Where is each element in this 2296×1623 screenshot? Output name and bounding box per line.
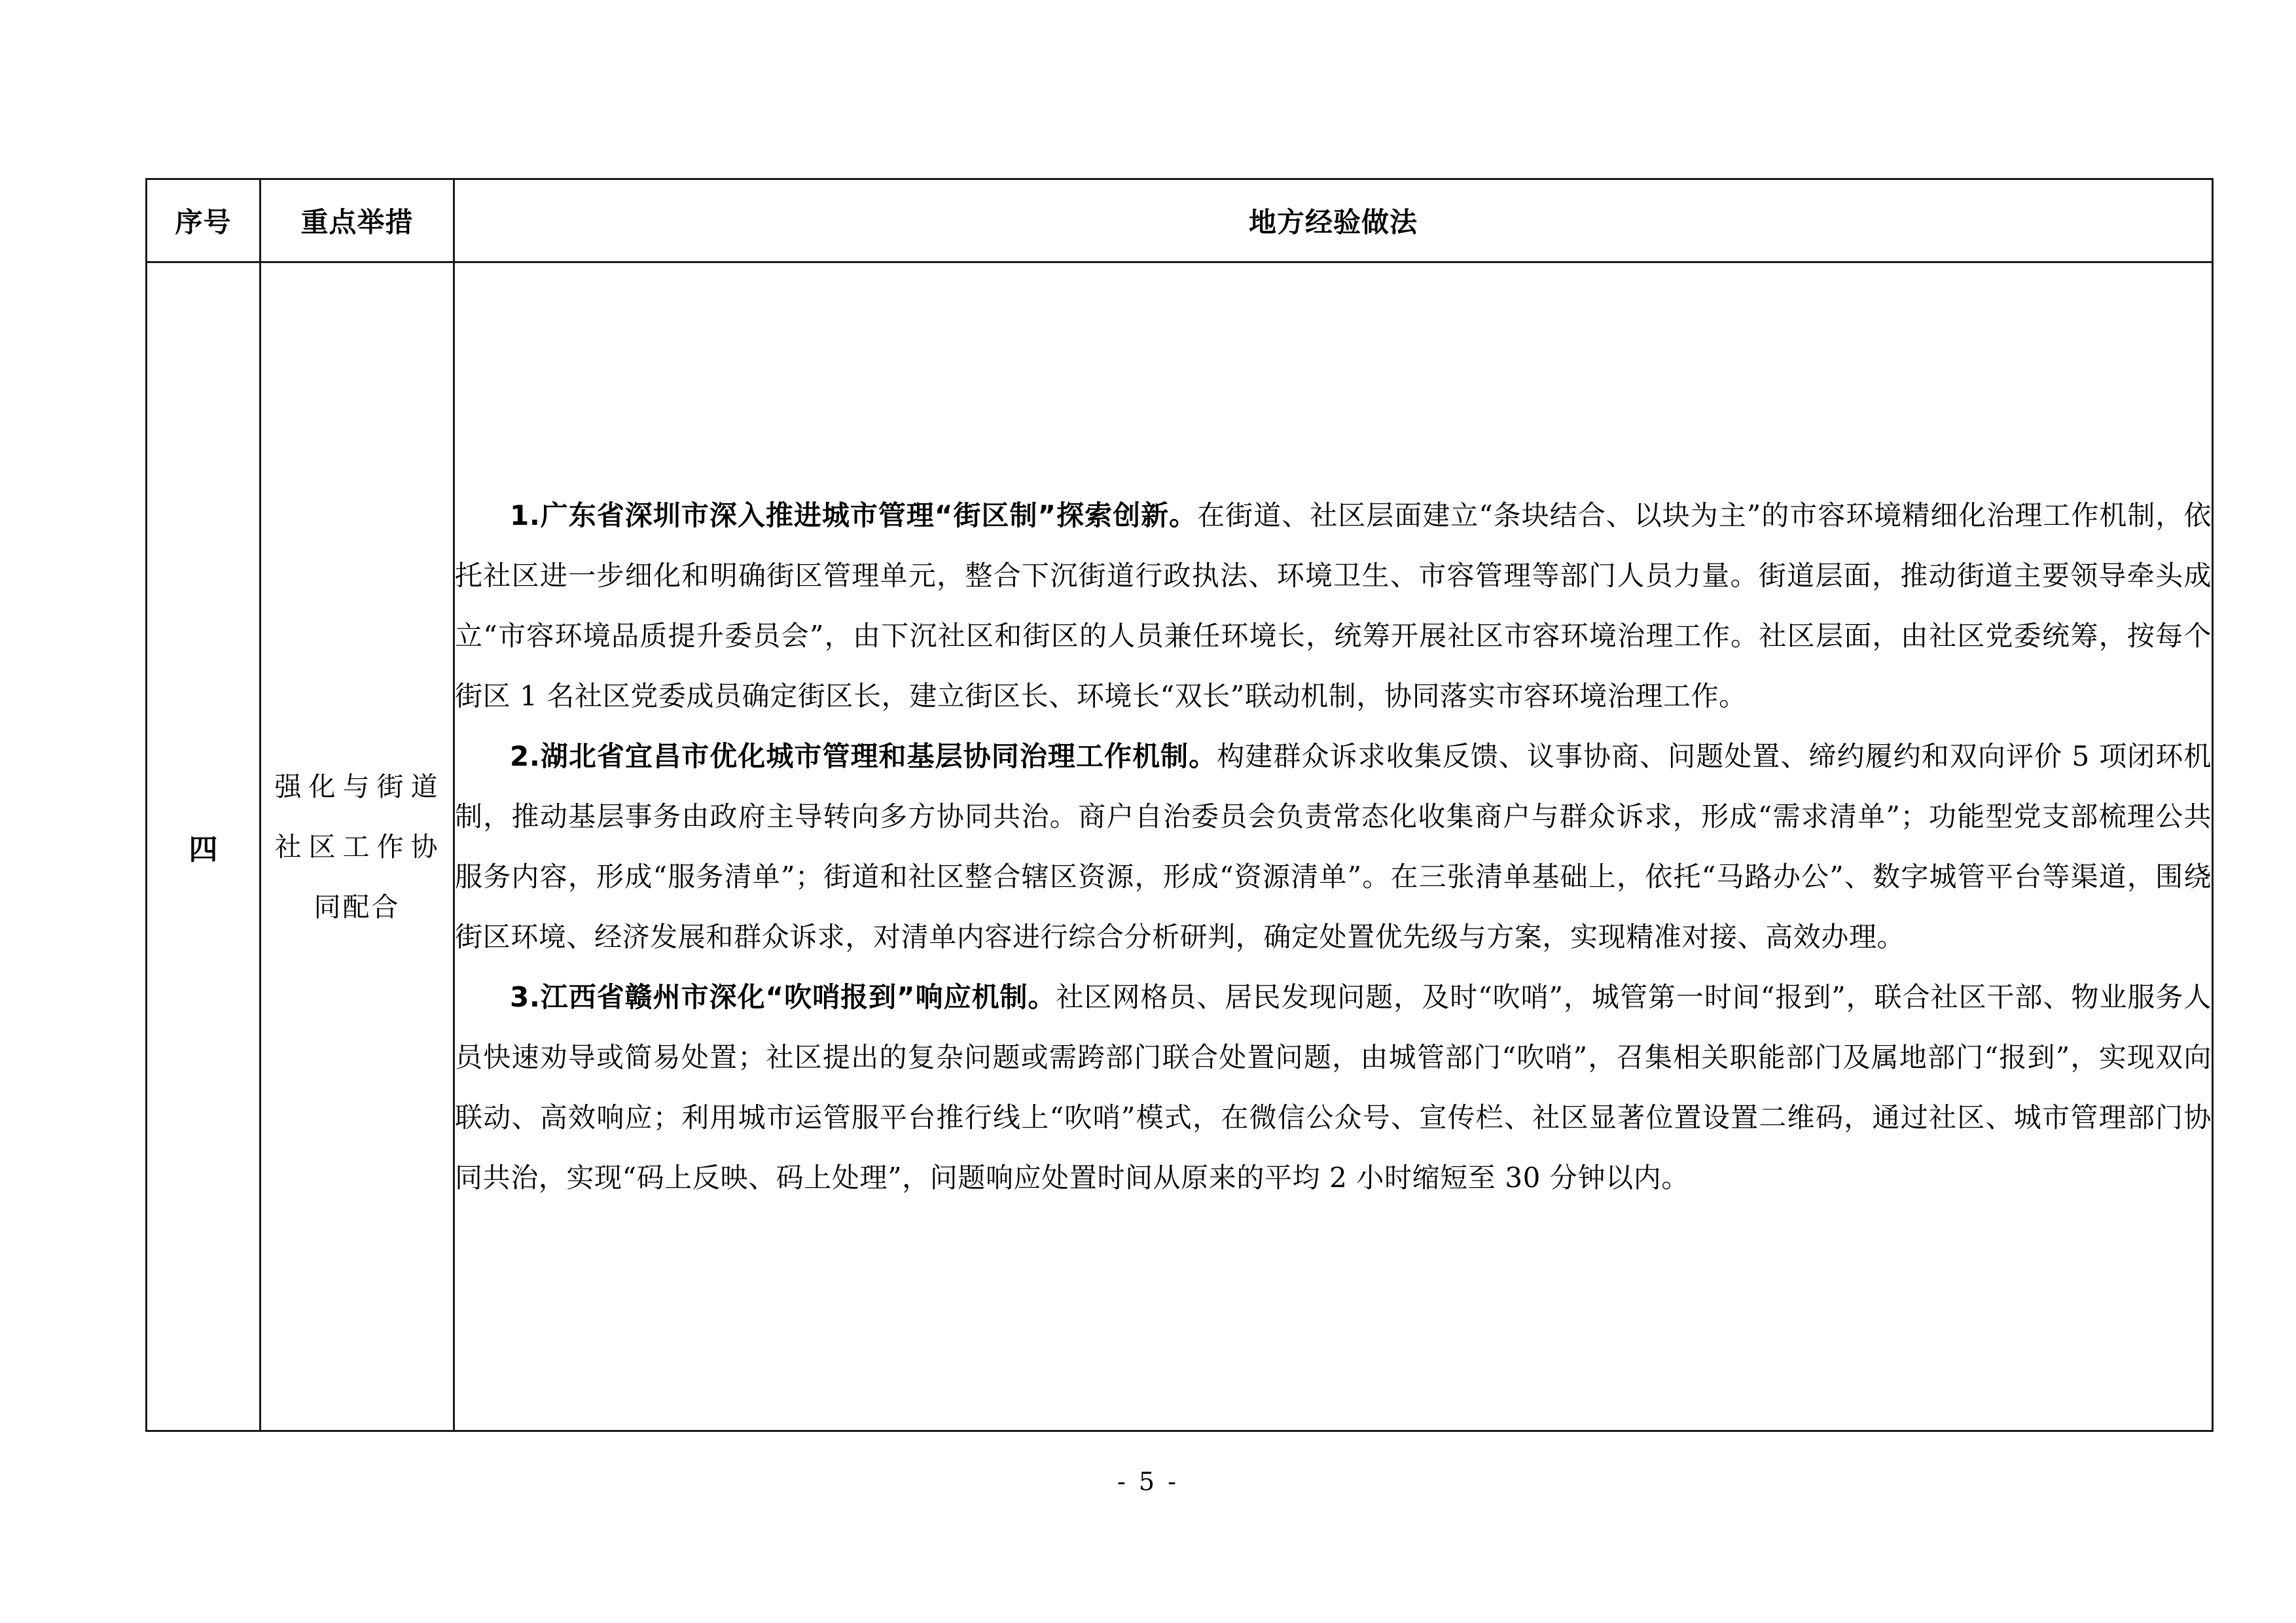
experience-lead-3: 3.江西省赣州市深化“吹哨报到”响应机制。 [510, 980, 1056, 1013]
table-header-row [147, 179, 2213, 262]
row-experience-cell [454, 262, 2213, 1431]
experience-lead-1: 1.广东省深圳市深入推进城市管理“街区制”探索创新。 [510, 499, 1198, 531]
row-measure-cell [260, 262, 454, 1431]
experience-paragraph-1 [455, 486, 2212, 726]
experience-body-2: 构建群众诉求收集反馈、议事协商、问题处置、缔约履约和双向评价 5 项闭环机制，推动基层事务由政府主导转向多方协同共治。商户自治委员会负责常态化收集商户与群众诉求，形成“需求清单”；功能型党支部梳理公共服务内容，形成“服务清单”；街道和社区整合辖区资源，形成“资源清单”。在三张清单基础上，依托“马路办公”、数字城管平台等渠道，围绕街区环境、经济发展和群众诉求，对清单内容进行综合分析研判，确定处置优先级与方案，实现精准对接、高效办理。 [455, 740, 2212, 953]
header-seq: 序号 [147, 179, 260, 262]
experience-paragraph-2 [455, 726, 2212, 967]
experience-body-3: 社区网格员、居民发现问题，及时“吹哨”，城管第一时间“报到”，联合社区干部、物业服务人员快速劝导或简易处置；社区提出的复杂问题或需跨部门联合处置问题，由城管部门“吹哨”，召集相关职能部门及属地部门“报到”，实现双向联动、高效响应；利用城市运管服平台推行线上“吹哨”模式，在微信公众号、宣传栏、社区显著位置设置二维码，通过社区、城市管理部门协同共治，实现“码上反映、码上处理”，问题响应处置时间从原来的平均 2 小时缩短至 30 分钟以内。 [455, 980, 2212, 1194]
experience-lead-2: 2.湖北省宜昌市优化城市管理和基层协同治理工作机制。 [510, 740, 1217, 772]
table-row [147, 262, 2213, 1431]
header-experience: 地方经验做法 [454, 179, 2213, 262]
experience-body-1: 在街道、社区层面建立“条块结合、以块为主”的市容环境精细化治理工作机制，依托社区进一步细化和明确街区管理单元，整合下沉街道行政执法、环境卫生、市容管理等部门人员力量。街道层面，推动街道主要领导牵头成立“市容环境品质提升委员会”，由下沉社区和街区的人员兼任环境长，统筹开展社区市容环境治理工作。社区层面，由社区党委统筹，按每个街区 1 名社区党委成员确定街区长，建立街区长、环境长“双长”联动机制，协同落实市容环境治理工作。 [455, 499, 2212, 712]
experience-paragraph-3 [455, 967, 2212, 1208]
page-number: - 5 - [1117, 1467, 1179, 1496]
measures-table [145, 178, 2214, 1432]
row-measure: 强化与街道社区工作协同配合 [274, 770, 440, 923]
header-measure: 重点举措 [260, 179, 454, 262]
row-seq: 四 [147, 262, 260, 1431]
